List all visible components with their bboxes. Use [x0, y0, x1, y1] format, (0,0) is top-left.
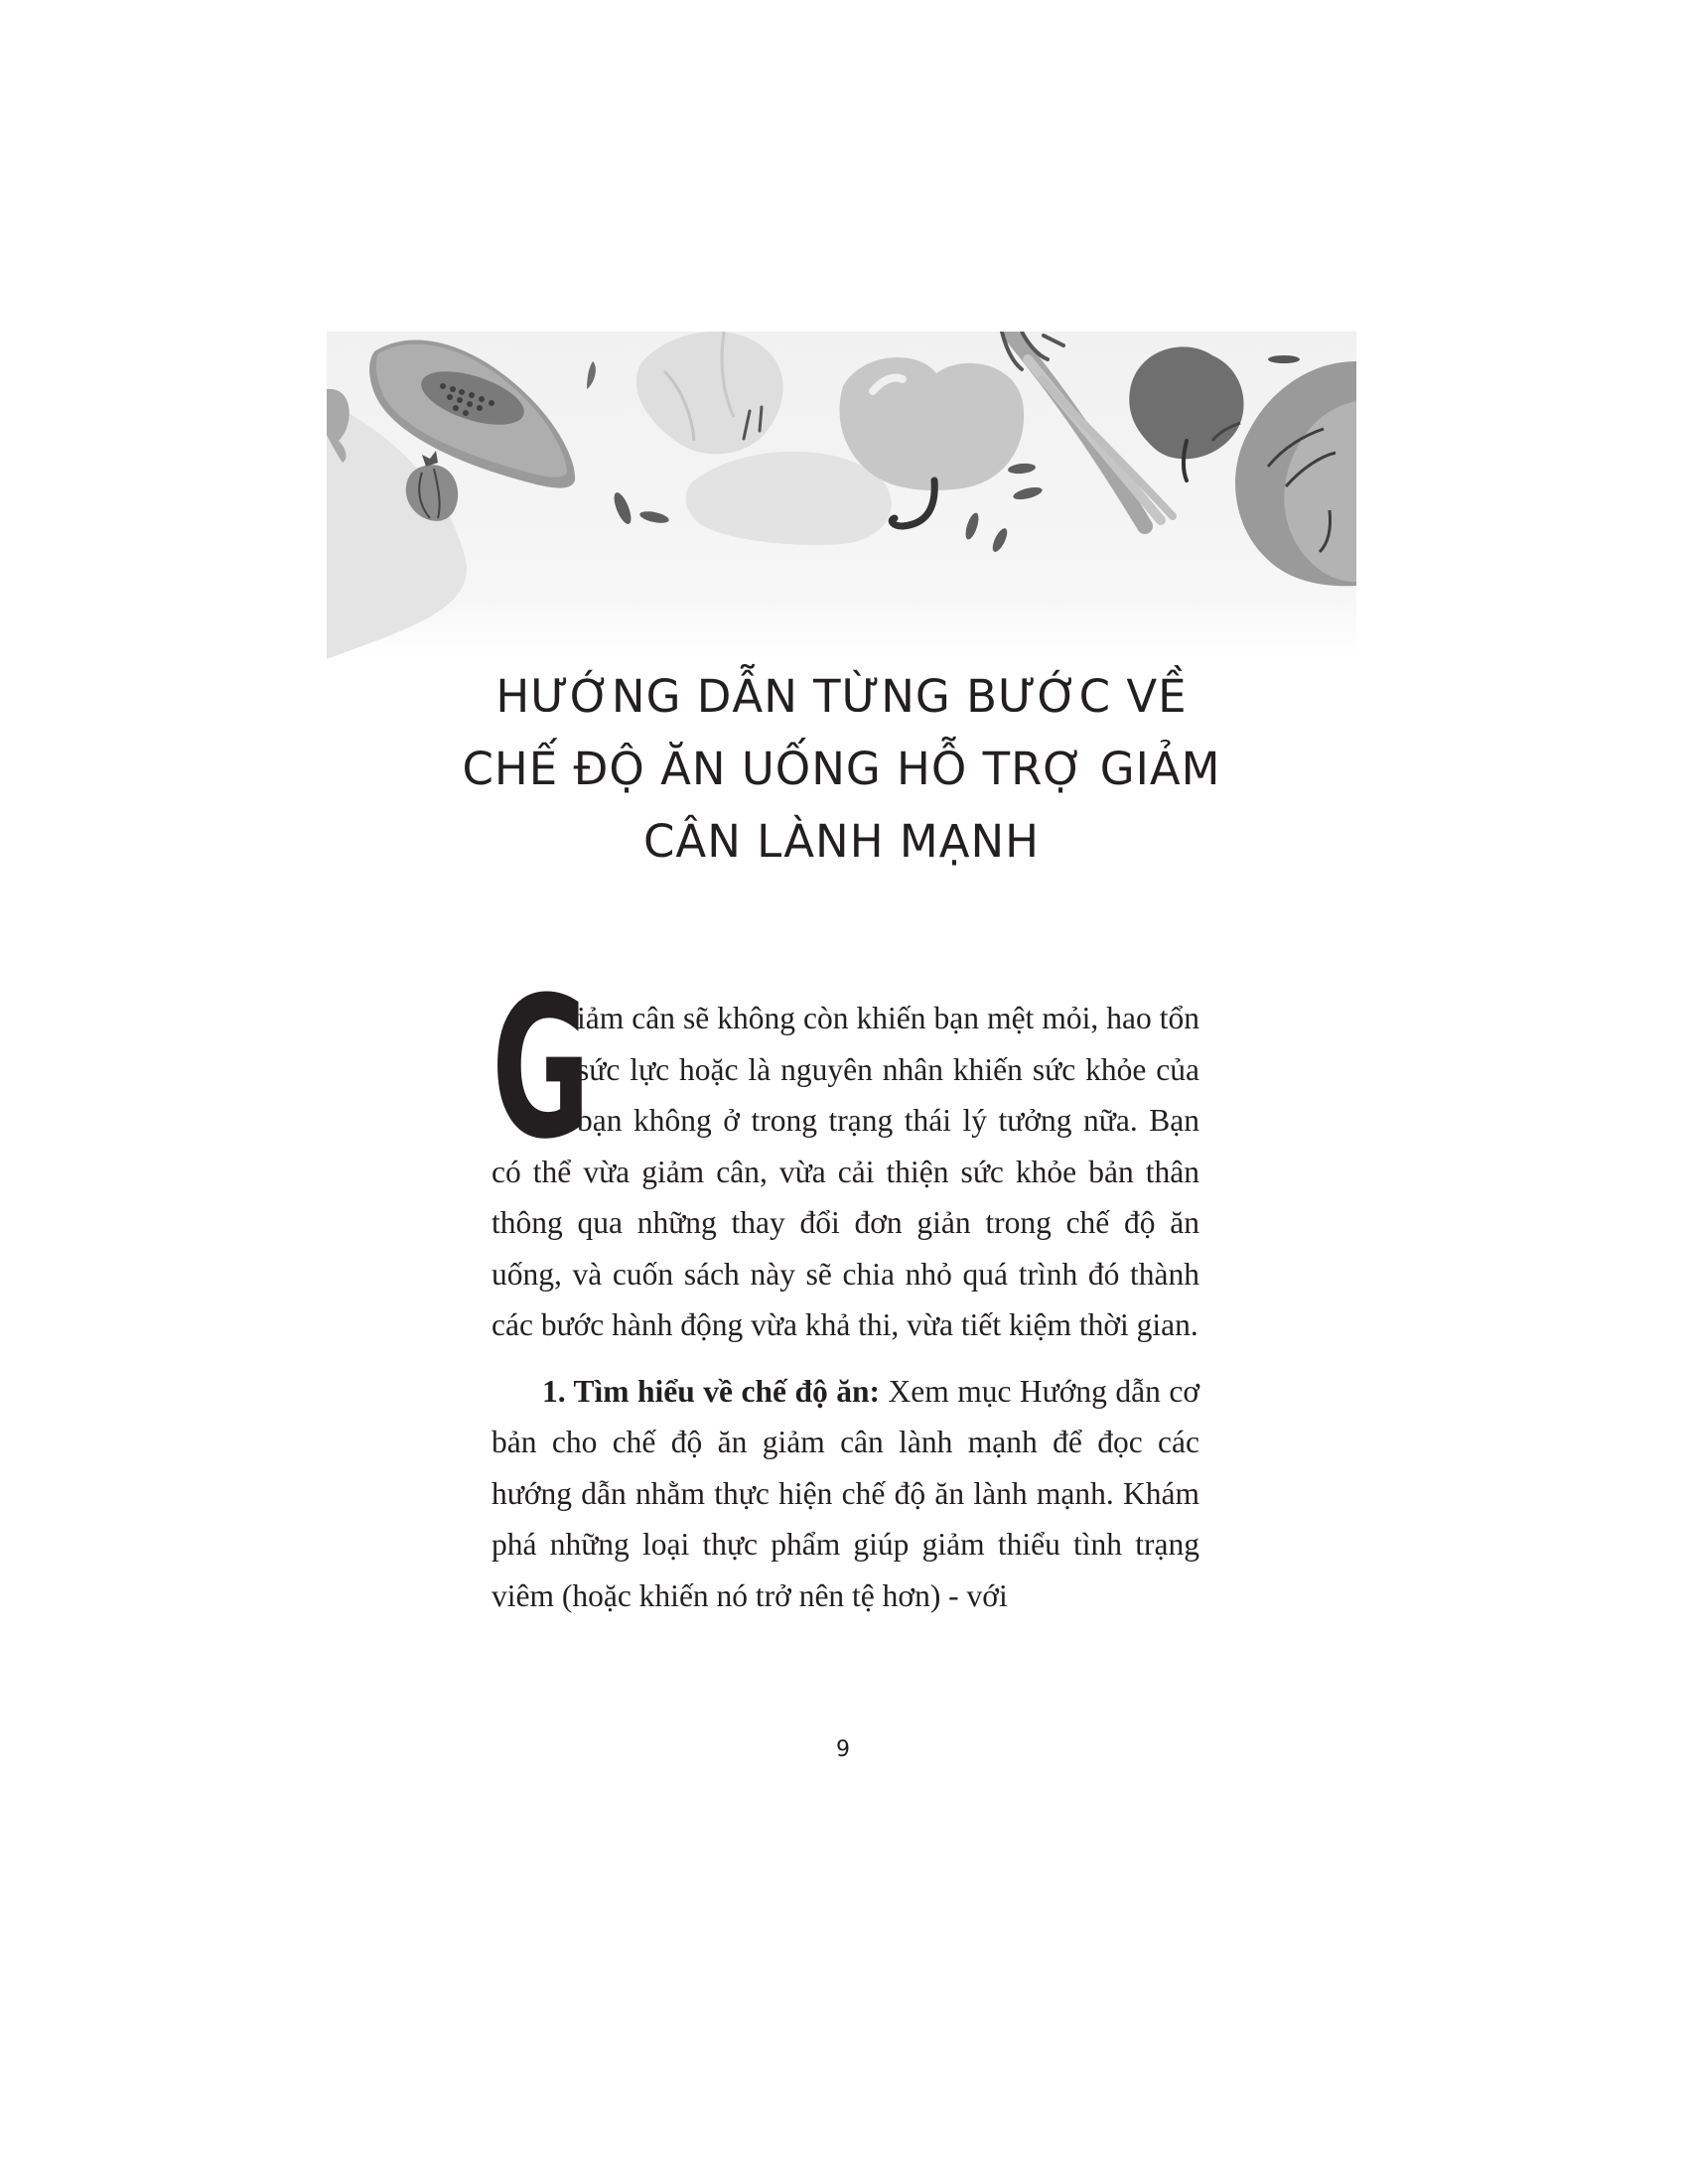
drop-cap: G	[492, 956, 591, 1182]
step-1-paragraph	[492, 1366, 1199, 1622]
step-1-text: Xem mục Hướng dẫn cơ bản cho chế độ ăn giảm cân lành mạnh để đọc các hướng dẫn nhằm thực hiện chế độ ăn lành mạnh. Khám phá những loại thực phẩm giúp giảm thiểu tình trạng viêm (hoặc khiến nó trở nên tệ hơn) - với	[492, 1373, 1199, 1613]
vegetables-illustration	[327, 332, 1356, 659]
intro-paragraph	[492, 956, 1199, 1351]
seed-e-icon	[1268, 355, 1300, 363]
chapter-title-line-1: HƯỚNG DẪN TỪNG BƯỚC VỀ	[495, 670, 1188, 723]
intro-text: iảm cân sẽ không còn khiến bạn mệt mỏi, hao tổn sức lực hoặc là nguyên nhân khiến sức khỏe của bạn không ở trong trạng thái lý tưởng nữa. Bạn có thể vừa giảm cân, vừa cải thiện sức khỏe bản thân thông qua những thay đổi đơn giản trong chế độ ăn uống, và cuốn sách này sẽ chia nhỏ quá trình đó thành các bước hành động vừa khả thi, vừa tiết kiệm thời gian.	[492, 1001, 1199, 1342]
step-1-label: 1. Tìm hiểu về chế độ ăn:	[542, 1373, 880, 1409]
chapter-title	[327, 660, 1356, 878]
chapter-title-line-2: CHẾ ĐỘ ĂN UỐNG HỖ TRỢ GIẢM	[462, 743, 1221, 795]
chapter-title-line-3: CÂN LÀNH MẠNH	[643, 815, 1040, 868]
body-text	[492, 956, 1199, 1621]
page-number: 9	[836, 1737, 850, 1762]
